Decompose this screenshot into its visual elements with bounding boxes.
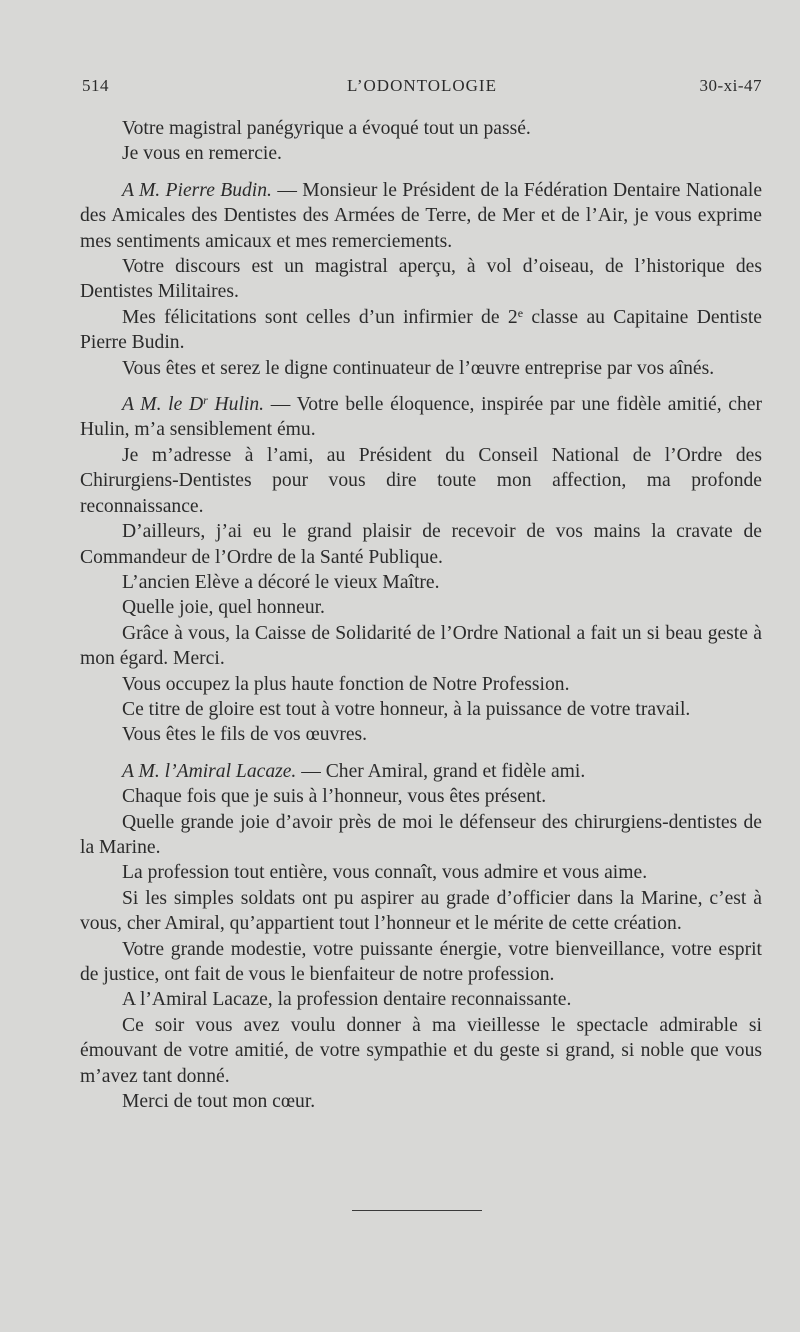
addressee-text: Hulin. [207, 394, 265, 416]
addressee-budin: A M. Pierre Budin. [122, 179, 272, 201]
paragraph-text: Cher Amiral, grand et fidèle ami. [325, 760, 586, 782]
journal-title: L’ODONTOLOGIE [347, 76, 497, 95]
paragraph: Vous occupez la plus haute fonction de Notre Profession. [122, 673, 570, 695]
paragraph: Votre magistral panégyrique a évoqué tout un passé. [122, 118, 531, 139]
superscript: r [203, 393, 208, 408]
superscript: e [517, 305, 524, 320]
paragraph-text: Monsieur le Président de la Fédération Dentaire Nationale des Amicales des Dentistes des Armées de Terre, de Mer et de l’Air, je vous exprime mes sentiments amicaux et mes remerciements. [80, 179, 763, 252]
paragraph: Grâce à vous, la Caisse de Solidarité de l’Ordre National a fait un si beau geste à mon égard. Merci. [80, 622, 762, 670]
article-body [80, 116, 762, 1114]
paragraph: Si les simples soldats ont pu aspirer au grade d’officier dans la Marine, c’est à vous, cher Amiral, qu’appartient tout l’honneur et le mérite de cette création. [80, 887, 762, 935]
paragraph: Quelle grande joie d’avoir près de moi le défenseur des chirurgiens-dentistes de la Marine. [80, 811, 762, 858]
running-header [82, 76, 762, 100]
paragraph: Vous êtes et serez le digne continuateur de l’œuvre entreprise par vos aînés. [122, 357, 715, 379]
paragraph: Je m’adresse à l’ami, au Président du Conseil National de l’Ordre des Chirurgiens-Dentistes pour vous dire toute mon affection, ma profonde reconnaissance. [80, 444, 762, 517]
paragraph-hulin [80, 392, 762, 443]
paragraph: D’ailleurs, j’ai eu le grand plaisir de recevoir de vos mains la cravate de Commandeur de l’Ordre de la Santé Publique. [80, 521, 762, 568]
dash: — [271, 179, 303, 201]
paragraph [80, 305, 762, 356]
paragraph: Je vous en remercie. [122, 143, 282, 165]
paragraph-text: Mes félicitations sont celles d’un infirmier de 2 [122, 306, 518, 328]
paragraph-budin [80, 178, 762, 254]
issue-date: 30-xi-47 [699, 76, 762, 95]
dash: — [264, 394, 297, 416]
page-number: 514 [82, 76, 109, 95]
paragraph-text: classe au Capitaine Dentiste Pierre Budin. [80, 306, 763, 354]
paragraph: Votre discours est un magistral aperçu, à vol d’oiseau, de l’historique des Dentistes Militaires. [80, 256, 762, 303]
closing-rule [352, 1210, 482, 1211]
paragraph: Ce soir vous avez voulu donner à ma vieillesse le spectacle admirable si émouvant de votre amitié, de votre sympathie et du geste si grand, si noble que vous m’avez tant donné. [80, 1014, 762, 1087]
paragraph-lacaze [80, 759, 762, 784]
paragraph: Votre grande modestie, votre puissante énergie, votre bienveillance, votre esprit de justice, ont fait de vous le bienfaiteur de notre profession. [80, 938, 762, 985]
paragraph: Merci de tout mon cœur. [122, 1091, 316, 1113]
paragraph: Quelle joie, quel honneur. [122, 597, 325, 619]
addressee-lacaze: A M. l’Amiral Lacaze. [122, 760, 297, 782]
paragraph: A l’Amiral Lacaze, la profession dentaire reconnaissante. [122, 989, 572, 1011]
dash: — [296, 760, 326, 782]
paragraph: La profession tout entière, vous connaît, vous admire et vous aime. [122, 862, 648, 884]
paragraph: Ce titre de gloire est tout à votre honneur, à la puissance de votre travail. [122, 698, 691, 720]
paragraph: Vous êtes le fils de vos œuvres. [122, 724, 368, 746]
paragraph: L’ancien Elève a décoré le vieux Maître. [122, 571, 440, 593]
paragraph-text: Votre belle éloquence, inspirée par une fidèle amitié, cher Hulin, m’a sensiblement ému. [80, 394, 762, 441]
addressee-hulin [122, 394, 264, 415]
paragraph: Chaque fois que je suis à l’honneur, vous êtes présent. [122, 786, 547, 808]
addressee-text: A M. le D [122, 394, 204, 416]
